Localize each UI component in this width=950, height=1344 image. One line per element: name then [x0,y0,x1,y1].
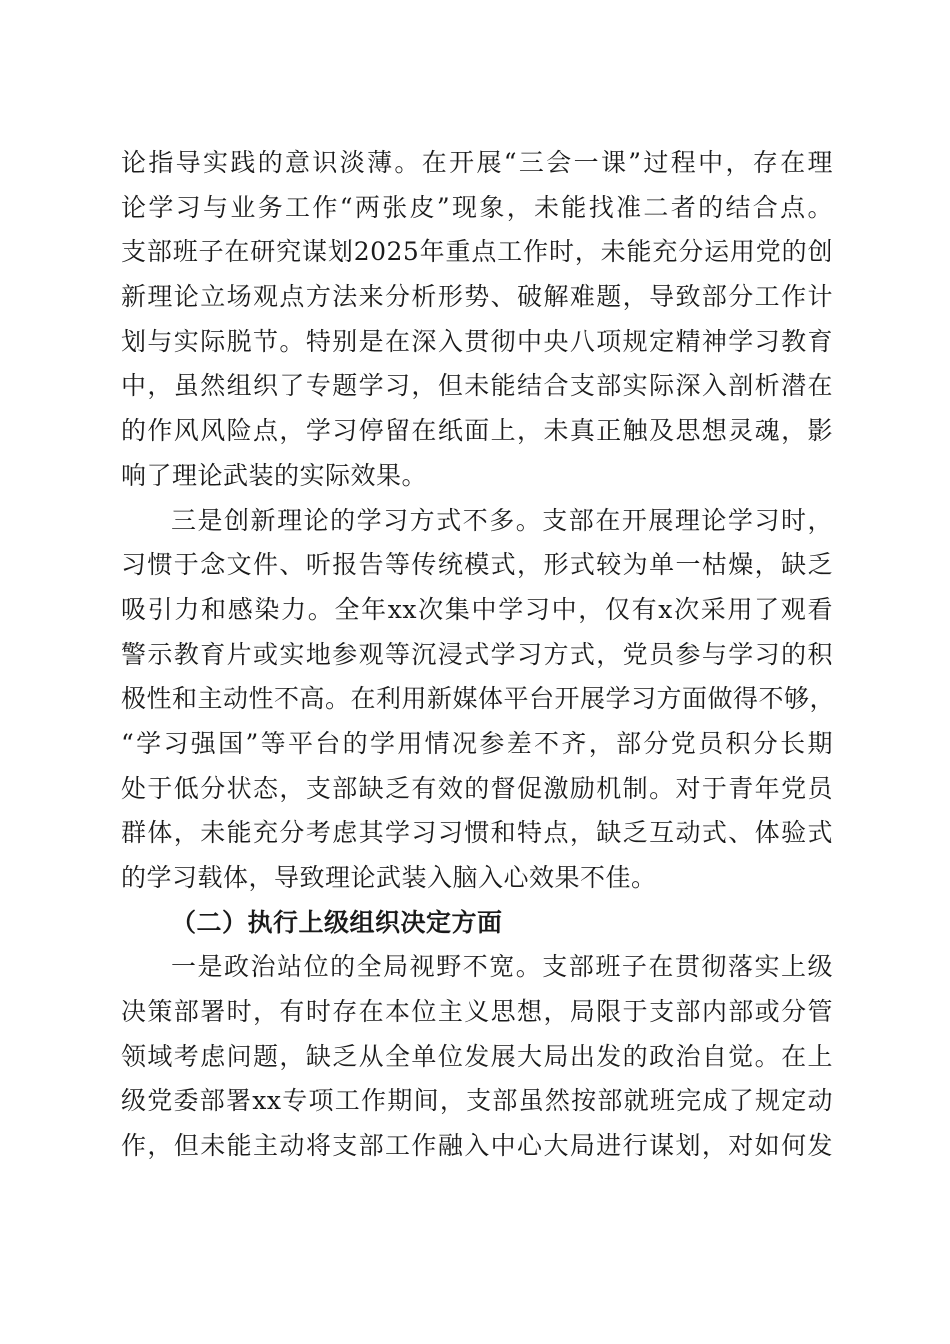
section-heading: （二）执行上级组织决定方面 [171,907,503,937]
paragraph-start-line: 三是创新理论的学习方式不多。支部在开展理论学习时， [171,505,833,535]
body-text-line: 新理论立场观点方法来分析形势、破解难题，导致部分工作计 [121,282,833,312]
body-text-line: 作，但未能主动将支部工作融入中心大局进行谋划，对如何发 [121,1131,833,1161]
paragraph-start-line: 一是政治站位的全局视野不宽。支部班子在贯彻落实上级 [171,952,833,982]
body-text-line: 论指导实践的意识淡薄。在开展“三会一课”过程中，存在理 [121,148,833,177]
body-text-line: 极性和主动性不高。在利用新媒体平台开展学习方面做得不够， [121,684,836,714]
body-text-line: 吸引力和感染力。全年xx次集中学习中，仅有x次采用了观看 [121,594,833,624]
body-text-line: 决策部署时，有时存在本位主义思想，局限于支部内部或分管 [121,997,833,1027]
body-text-line: 中，虽然组织了专题学习，但未能结合支部实际深入剖析潜在 [121,371,833,401]
body-text-line: 支部班子在研究谋划2025年重点工作时，未能充分运用党的创 [121,237,833,267]
body-text-line: 的作风风险点，学习停留在纸面上，未真正触及思想灵魂，影 [121,416,833,446]
body-text-line: 级党委部署xx专项工作期间，支部虽然按部就班完成了规定动 [121,1086,833,1116]
body-text-line: 群体，未能充分考虑其学习习惯和特点，缺乏互动式、体验式 [121,818,833,848]
body-text-line: 划与实际脱节。特别是在深入贯彻中央八项规定精神学习教育 [121,326,833,356]
body-text-line: 的学习载体，导致理论武装入脑入心效果不佳。 [121,863,657,892]
body-text-line: 领域考虑问题，缺乏从全单位发展大局出发的政治自觉。在上 [121,1041,833,1071]
document-body [121,141,836,1169]
body-text-line: 处于低分状态，支部缺乏有效的督促激励机制。对于青年党员 [121,773,833,803]
body-text-line: “学习强国”等平台的学用情况参差不齐，部分党员积分长期 [121,728,833,758]
body-text-line: 警示教育片或实地参观等沉浸式学习方式，党员参与学习的积 [121,639,833,669]
body-text-line: 响了理论武装的实际效果。 [121,460,428,490]
body-text-line: 习惯于念文件、听报告等传统模式，形式较为单一枯燥，缺乏 [121,550,833,580]
body-text-line: 论学习与业务工作“两张皮”现象，未能找准二者的结合点。 [121,192,833,222]
